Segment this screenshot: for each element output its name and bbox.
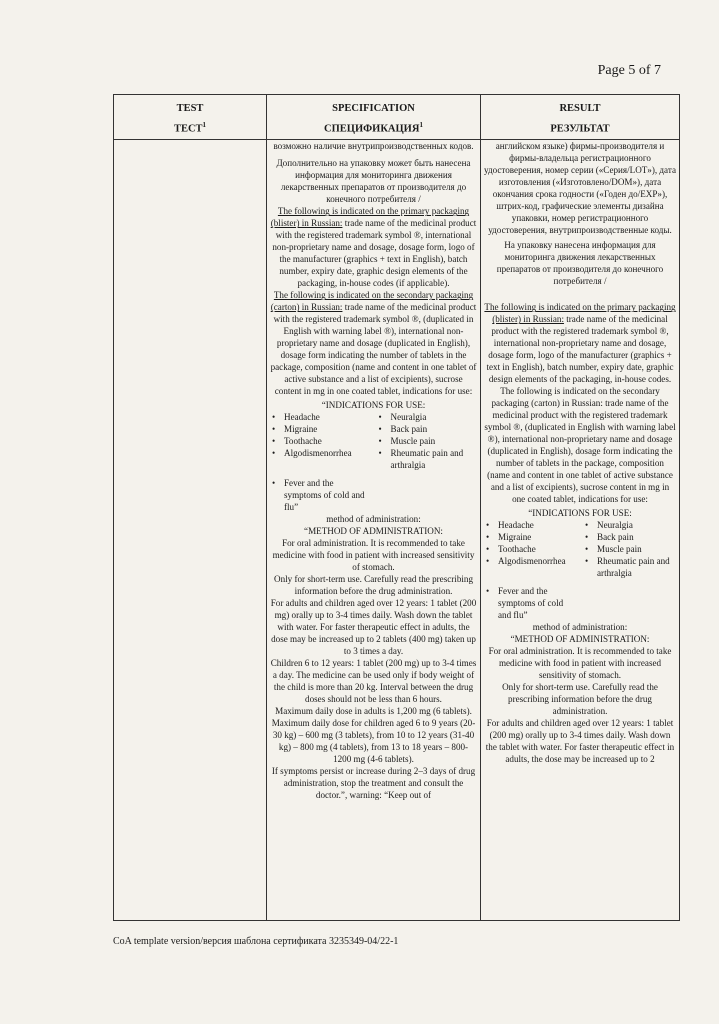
header-result: RESULT РЕЗУЛЬТАТ xyxy=(481,95,680,140)
list-item: • Headache xyxy=(270,411,371,423)
list-item: • Migraine xyxy=(484,531,577,543)
test-cell xyxy=(114,140,267,921)
list-item: • Back pain xyxy=(583,531,676,543)
indications-list xyxy=(270,411,477,513)
indications-title: “INDICATIONS FOR USE: xyxy=(528,508,632,519)
table-row xyxy=(114,140,680,921)
list-item: • Fever and the symptoms of cold and flu” xyxy=(270,477,371,513)
list-item: • Algodismenorrhea xyxy=(484,555,577,579)
list-item: • Rheumatic pain and arthralgia xyxy=(583,555,676,579)
indications-title: “INDICATIONS FOR USE: xyxy=(321,400,426,411)
list-item: • Fever and the symptoms of cold and flu” xyxy=(484,585,577,621)
list-item: • Toothache xyxy=(484,543,577,555)
list-item: • Neuralgia xyxy=(377,411,478,423)
table-header-row xyxy=(114,95,680,140)
header-specification: SPECIFICATION СПЕЦИФИКАЦИЯ$^1$ xyxy=(267,95,481,140)
coa-table xyxy=(113,94,680,921)
page-number: Page 5 of 7 xyxy=(597,63,661,78)
list-item: • Algodismenorrhea xyxy=(270,447,371,471)
list-item: • Toothache xyxy=(270,435,371,447)
list-item: • Migraine xyxy=(270,423,371,435)
list-item: • Muscle pain xyxy=(377,435,478,447)
result-cell: английском языке) фирмы-производителя и фирмы-владельца регистрационного удостоверения, номер серии («Серия/LOT»), дата изготовления («Изготовлено/DOM»), дата окончания срока годности («Годен до/EXP»), штрих-код, графические элементы дизайна упаковки, номер регистрационного удостоверения, внутрипроизводственные коды. На упаковку нанесена информация для мониторинга движения лекарственных препаратов от производителя до конечного потребителя / The following is indicated on the primary packaging (blister) in Russian: trade name of the medicinal product with the registered trademark symbol ®, international non-proprietary name and dosage, dosage form, logo of the manufacturer (graphics + text in English), batch number, expiry date, graphic design elements of the packaging, in-house codes. The following is indicated on the secondary packaging (carton) in Russian: trade name of the medicinal product with the registered trademark symbol ®, (duplicated in English with warning label ®), international non-proprietary name and dosage (duplicated in English), dosage form indicating the number of tablets in the package, composition (name and content in one tablet of active substance and a list of excipients), sucrose content in mg in one coated tablet, indications for use: “INDICATIONS FOR USE: • Headache • Neuralgia • Migraine • Back pain • Toothache • Muscle pain • Algodismenorrhea • Rheumatic pain and arthralgia • Fever and the symptoms of cold and flu” method of administration: “METHOD OF ADMINISTRATION: For oral administration. It is recommended to take medicine with food in patient with increased sensitivity of stomach. Only for short-term use. Carefully read the prescribing information before the drug administration. For adults and children aged over 12 years: 1 tablet (200 mg) orally up to 3-4 times daily. Wash down the tablet with water. For faster therapeutic effect in adults, the dose may be increased up to 2 xyxy=(481,140,680,921)
list-item: • Muscle pain xyxy=(583,543,676,555)
list-item: • Neuralgia xyxy=(583,519,676,531)
specification-cell: возможно наличие внутрипроизводственных кодов. Дополнительно на упаковку может быть нанесена информация для мониторинга движения лекарственных препаратов от производителя до конечного потребителя / The following is indicated on the primary packaging (blister) in Russian: trade name of the medicinal product with the registered trademark symbol ®, international non-proprietary name and dosage, dosage form, logo of the manufacturer (graphics + text in English), batch number, expiry date, graphic design elements of the packaging, in-house codes (if applicable). The following is indicated on the secondary packaging (carton) in Russian: trade name of the medicinal product with the registered trademark symbol ®, (duplicated in English with warning label ®), international non-proprietary name and dosage (duplicated in English), dosage form indicating the number of tablets in the package, composition (name and content in one tablet of active substance and a list of excipients), sucrose content in mg in one coated tablet, indications for use: “INDICATIONS FOR USE: • Headache • Neuralgia • Migraine • Back pain • Toothache • Muscle pain • Algodismenorrhea • Rheumatic pain and arthralgia • Fever and the symptoms of cold and flu” method of administration: “METHOD OF ADMINISTRATION: For oral administration. It is recommended to take medicine with food in patient with increased sensitivity of stomach. Only for short-term use. Carefully read the prescribing information before the drug administration. For adults and children aged over 12 years: 1 tablet (200 mg) orally up to 3-4 times daily. Wash down the tablet with water. For faster therapeutic effect in adults, the dose may be increased up to 2 tablets (400 mg) taken up to 3 times a day. Children 6 to 12 years: 1 tablet (200 mg) up to 3-4 times a day. The medicine can be used only if body weight of the child is more than 20 kg. Interval between the drug doses should not be less than 6 hours. Maximum daily dose in adults is 1,200 mg (6 tablets). Maximum daily dose for children aged 6 to 9 years (20-30 kg) – 600 mg (3 tablets), from 10 to 12 years (31-40 kg) – 800 mg (4 tablets), from 13 to 18 years – 800-1200 mg (4-6 tablets). If symptoms persist or increase during 2–3 days of drug administration, stop the treatment and consult the doctor.”, warning: “Keep out of xyxy=(267,140,481,921)
list-item: • Rheumatic pain and arthralgia xyxy=(377,447,478,471)
header-test: TEST ТЕСТ$^1$ xyxy=(114,95,267,140)
list-item: • Back pain xyxy=(377,423,478,435)
indications-list xyxy=(484,519,676,621)
list-item: • Headache xyxy=(484,519,577,531)
footer-template-version: CoA template version/версия шаблона сертификата 3235349-04/22-1 xyxy=(113,936,399,947)
